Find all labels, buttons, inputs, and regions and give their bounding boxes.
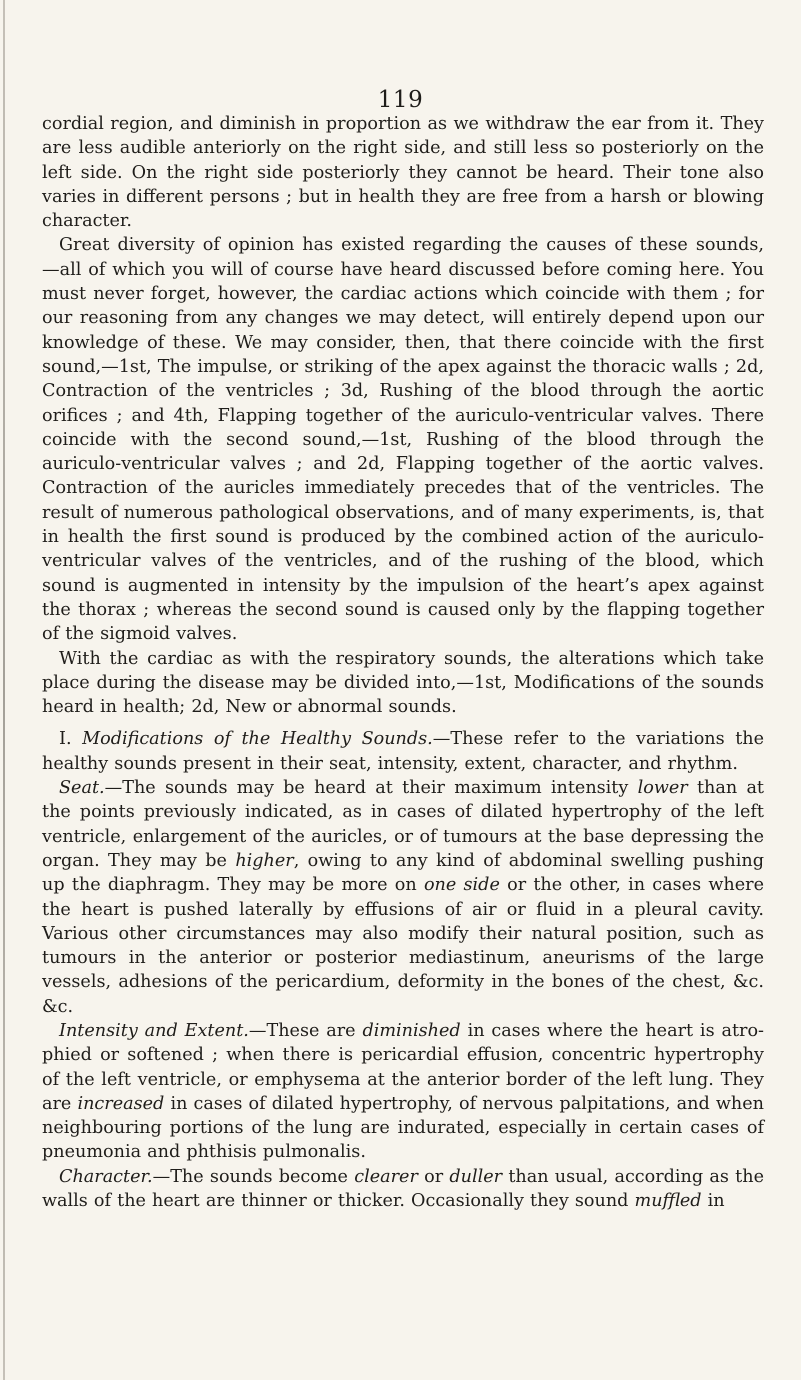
intensity-text-2: in cases where the heart is atrophied or softened ; when there is pericardial effusion, concentric hypertrophy of the left ventricle, or emphysema at the anterior border of the left lung. They are: [42, 1020, 764, 1114]
section-numeral: I.: [59, 729, 72, 750]
section-heading: Modifications of the Healthy Sounds.: [82, 729, 433, 750]
seat-text-2: than at the points previously indicated, as in cases of dilated hypertrophy of the left ventricle, enlargement of the auricles, or of tumours at the base depressing the organ. They may be: [42, 778, 765, 871]
paragraph-alterations: With the cardiac as with the respiratory sounds, the alterations which take place during the disease may be divided into,—1st, Modifications of the sounds heard in health; 2d, New or abnormal sounds.: [42, 648, 764, 718]
character-heading: Character.: [59, 1166, 153, 1187]
character-text-4: in: [701, 1191, 725, 1212]
character-emphasis-clearer: clearer: [354, 1166, 418, 1187]
character-emphasis-muffled: muffled: [634, 1191, 702, 1212]
character-text-3: than usual, according as the walls of the heart are thinner or thicker. Occasionally they sound: [42, 1166, 764, 1212]
character-text-1: —The sounds become: [152, 1166, 355, 1187]
section-modifications: [42, 727, 764, 776]
seat-text-3: , owing to any kind of abdominal swelling pushing up the diaphragm. They may be more on: [42, 850, 764, 896]
paragraph-intensity: [42, 1019, 764, 1165]
intensity-emphasis-diminished: diminished: [362, 1020, 461, 1041]
page-edge-shadow: [3, 0, 5, 1380]
page-body: [42, 112, 764, 1213]
paragraph-seat: [42, 776, 764, 1019]
page-number: 119: [377, 87, 424, 113]
paragraph-causes-of-sounds: Great diversity of opinion has existed regarding the causes of these sounds, —all of which you will of course have heard discussed before coming here. You must never forget, however, the cardiac actions which coincide with them ; for our reasoning from any changes we may detect, will entirely depend upon our knowledge of these. We may consider, then, that there coincide with the first sound,—1st, The impulse, or striking of the apex against the thoracic walls ; 2d, Contraction of the ventricles ; 3d, Rushing of the blood through the aortic orifices ; and 4th, Flapping together of the auriculo-ventricular valves. There coincide with the second sound,—1st, Rushing of the blood through the auriculo-ventricular valves ; and 2d, Flapping together of the aortic valves. Contraction of the auricles immediately precedes that of the ventricles. The result of numerous pathological observations, and of many experiments, is, that in health the first sound is produced by the combined action of the auriculo-ventricular valves of the ventricles, and of the rushing of the blood, which sound is augmented in intensity by the impulsion of the heart’s apex against the thorax ; whereas the second sound is caused only by the flapping together of the sigmoid valves.: [42, 235, 764, 645]
paragraph-character: [42, 1165, 764, 1214]
seat-emphasis-higher: higher: [235, 850, 294, 871]
seat-text-4: or the other, in cases where the heart is pushed laterally by effusions of air or fluid in a pleural cavity. Various other circumstances may also modify their natural position, such as tumours in the anterior or posterior mediastinum, aneurisms of the large vessels, adhesions of the pericardium, deformity in the bones of the chest, &c. &c.: [42, 875, 764, 1017]
character-text-2: or: [417, 1166, 450, 1187]
seat-text-1: —The sounds may be heard at their maximum intensity: [104, 778, 638, 799]
seat-emphasis-lower: lower: [637, 778, 688, 799]
section-text: —These refer to the variations the healthy sounds present in their seat, intensity, extent, character, and rhythm.: [42, 729, 765, 774]
intensity-text-3: in cases of dilated hypertrophy, of nervous palpitations, and when neighbouring portions of the lung are indurated, especially in certain cases of pneumonia and phthisis pulmonalis.: [42, 1093, 765, 1163]
character-emphasis-duller: duller: [449, 1166, 503, 1187]
paragraph-continuation: cordial region, and diminish in proportion as we withdraw the ear from it. They are less audible anteriorly on the right side, and still less so posteriorly on the left side. On the right side posteriorly they cannot be heard. Their tone also varies in different persons ; but in health they are free from a harsh or blowing character.: [42, 114, 764, 232]
intensity-text-1: —These are: [248, 1020, 363, 1041]
intensity-heading: Intensity and Extent.: [59, 1020, 249, 1041]
seat-heading: Seat.: [59, 778, 105, 799]
intensity-emphasis-increased: increased: [77, 1093, 165, 1114]
seat-emphasis-one-side: one side: [423, 875, 500, 896]
